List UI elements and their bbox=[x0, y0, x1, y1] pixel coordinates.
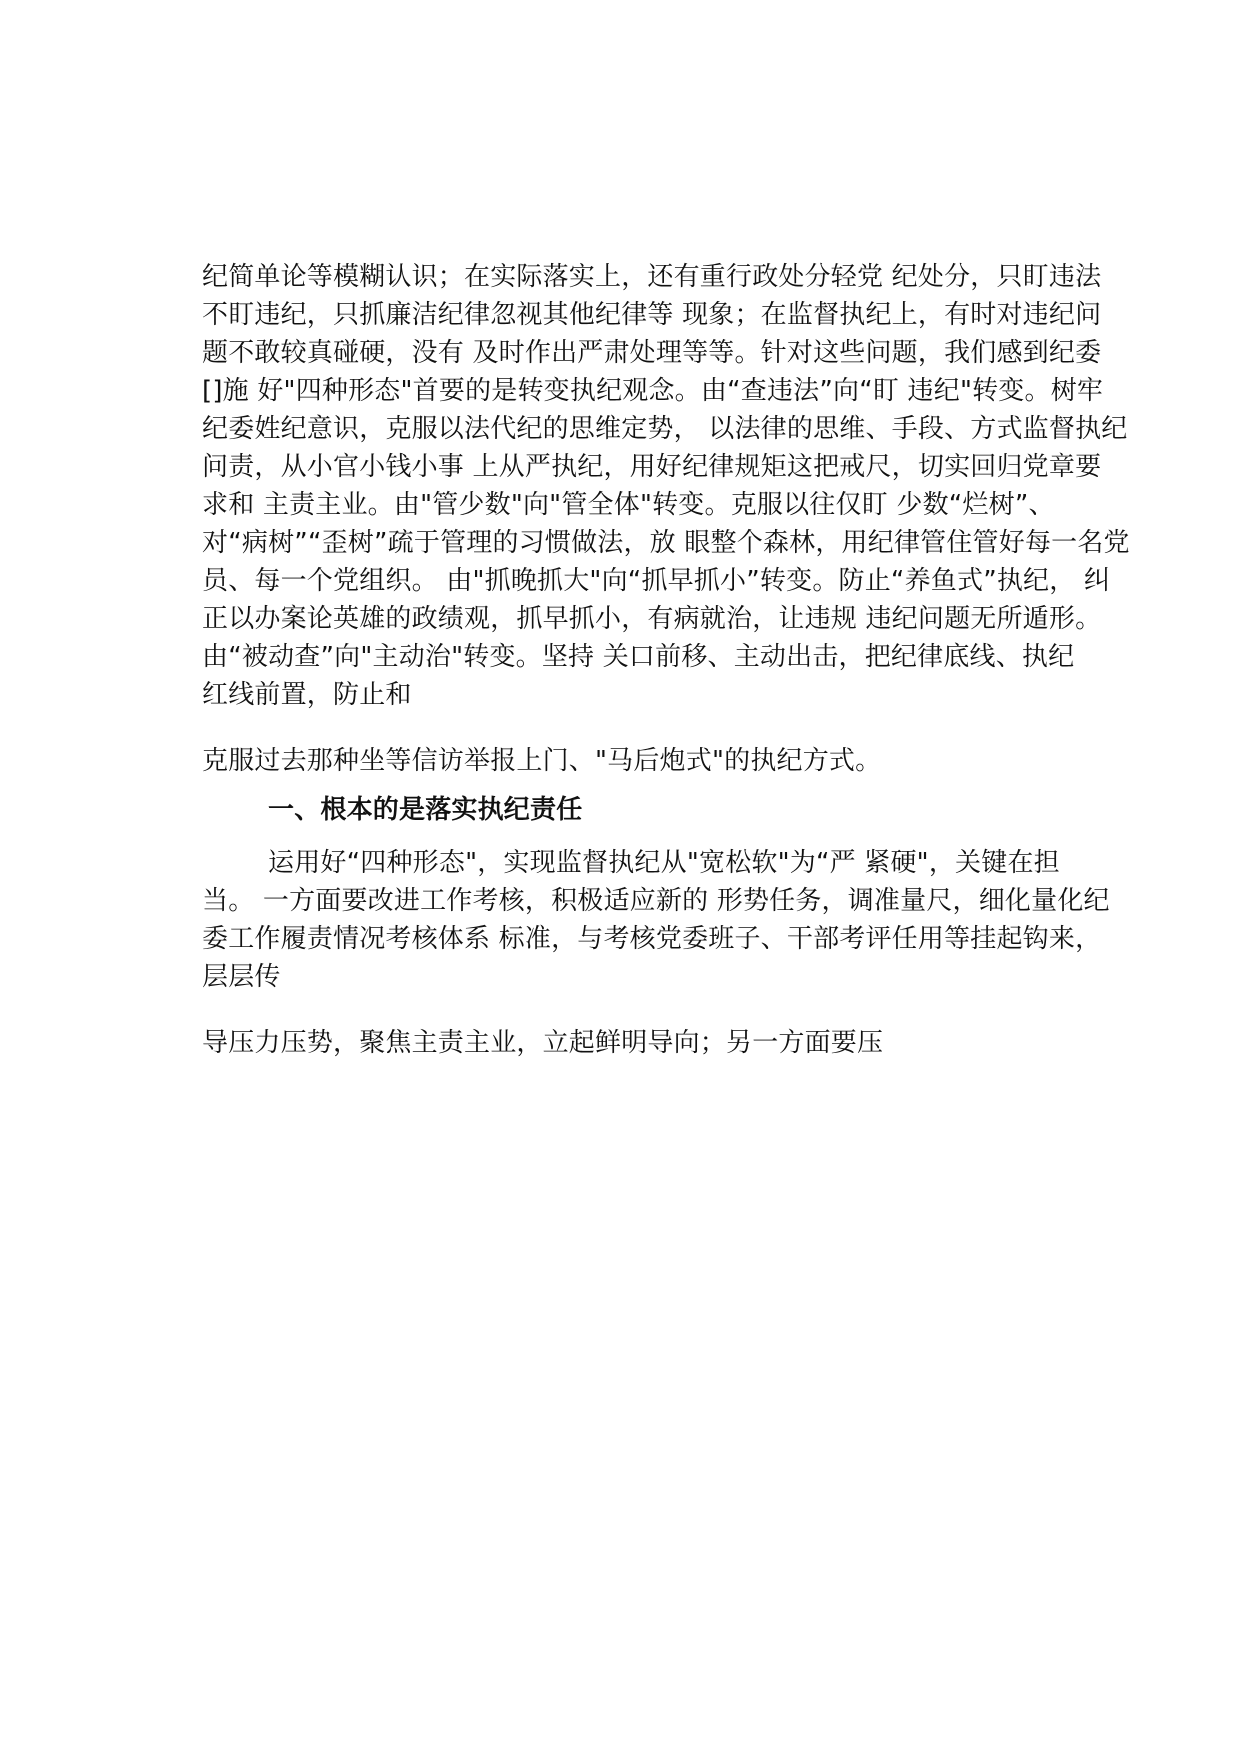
paragraph-line: 正以办案论英雄的政绩观，抓早抓小，有病就治，让违规 违纪问题无所遁形。 bbox=[202, 604, 1102, 634]
section-heading: 一、根本的是落实执纪责任 bbox=[268, 795, 583, 825]
paragraph-line: 题不敢较真碰硬，没有 及时作出严肃处理等等。针对这些问题，我们感到纪委 bbox=[202, 338, 1102, 368]
paragraph-line: 红线前置，防止和 bbox=[202, 680, 412, 710]
paragraph-line: 运用好“四种形态"，实现监督执纪从"宽松软"为“严 紧硬"，关键在担 bbox=[268, 848, 1060, 878]
paragraph-line: 导压力压势，聚焦主责主业，立起鲜明导向；另一方面要压 bbox=[202, 1028, 884, 1058]
paragraph-line: 由“被动查”向"主动治"转变。坚持 关口前移、主动出击，把纪律底线、执纪 bbox=[202, 642, 1075, 672]
paragraph-line: 问责，从小官小钱小事 上从严执纪，用好纪律规矩这把戒尺，切实回归党章要 bbox=[202, 452, 1102, 482]
paragraph-line: 层层传 bbox=[202, 962, 281, 992]
paragraph-line: []施 好"四种形态"首要的是转变执纪观念。由“查违法”向“盯 违纪"转变。树牢 bbox=[202, 376, 1104, 406]
paragraph-line: 当。 一方面要改进工作考核，积极适应新的 形势任务，调准量尺，细化量化纪 bbox=[202, 886, 1110, 916]
paragraph-line: 纪简单论等模糊认识；在实际落实上，还有重行政处分轻党 纪处分，只盯违法 bbox=[202, 262, 1102, 292]
paragraph-line: 求和 主责主业。由"管少数"向"管全体"转变。克服以往仅盯 少数“烂树”、 bbox=[202, 490, 1055, 520]
paragraph-line: 对“病树”“歪树”疏于管理的习惯做法，放 眼整个森林，用纪律管住管好每一名党 bbox=[202, 528, 1130, 558]
paragraph-line: 员、每一个党组织。 由"抓晚抓大"向“抓早抓小”转变。防止“养鱼式”执纪， 纠 bbox=[202, 566, 1111, 596]
paragraph-line: 不盯违纪，只抓廉洁纪律忽视其他纪律等 现象；在监督执纪上，有时对违纪问 bbox=[202, 300, 1102, 330]
paragraph-line: 纪委姓纪意识，克服以法代纪的思维定势， 以法律的思维、手段、方式监督执纪 bbox=[202, 414, 1128, 444]
paragraph-line: 委工作履责情况考核体系 标准，与考核党委班子、干部考评任用等挂起钩来， bbox=[202, 924, 1102, 954]
paragraph-line: 克服过去那种坐等信访举报上门、"马后炮式"的执纪方式。 bbox=[202, 746, 882, 776]
